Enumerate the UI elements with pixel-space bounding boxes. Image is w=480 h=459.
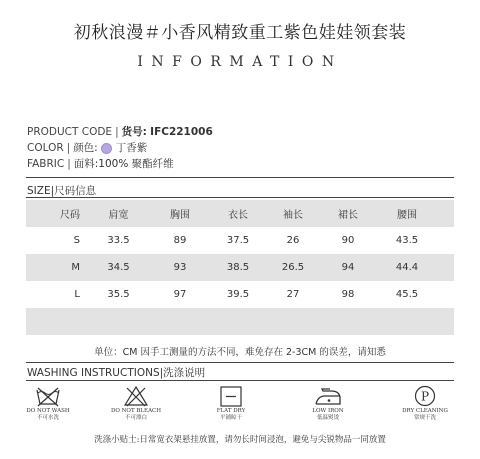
table-cell: 34.5 — [107, 262, 130, 273]
table-header-cell: 裙长 — [338, 210, 358, 221]
table-cell: 98 — [341, 289, 355, 300]
fabric-row: FABRIC | 面料: 100% 聚酯纤维 — [27, 158, 174, 170]
table-cell: 37.5 — [226, 235, 250, 246]
table-cell: 27 — [286, 289, 300, 300]
table-cell: M — [71, 262, 80, 273]
size-table — [26, 200, 454, 335]
do-not-wash-icon: DO NOT WASH 不可水洗 — [13, 385, 83, 421]
fabric-value: 100% 聚酯纤维 — [98, 158, 174, 170]
table-header-row — [26, 200, 454, 227]
divider — [26, 197, 454, 198]
table-header-cell: 肩宽 — [108, 210, 129, 221]
product-code-cn-label: 货号: — [121, 126, 147, 138]
color-label: COLOR — [27, 142, 64, 154]
table-row — [26, 227, 454, 254]
divider — [26, 362, 454, 363]
product-code-label: PRODUCT CODE — [27, 126, 113, 138]
table-cell: 26 — [286, 235, 300, 246]
table-cell: 45.5 — [395, 289, 419, 300]
low-iron-icon: LOW IRON 低温熨烫 — [293, 385, 363, 421]
section-subtitle: INFORMATION — [137, 54, 343, 70]
divider — [26, 177, 454, 178]
fabric-label: FABRIC — [27, 158, 65, 170]
washing-section-label: WASHING INSTRUCTIONS|洗涤说明 — [27, 367, 206, 379]
fabric-cn-label: 面料: — [73, 158, 99, 170]
color-swatch — [101, 143, 112, 154]
svg-text:P: P — [420, 389, 430, 404]
color-row: COLOR | 颜色: 丁香紫 — [27, 142, 148, 154]
flat-dry-icon: FLAT DRY 平铺晾干 — [196, 385, 266, 421]
table-header-cell: 衣长 — [228, 210, 248, 221]
table-cell: 94 — [341, 262, 355, 273]
size-section-label: SIZE|尺码信息 — [27, 185, 97, 197]
color-cn-label: 颜色: — [73, 142, 98, 154]
table-cell: L — [74, 289, 80, 300]
table-cell: 93 — [173, 262, 187, 273]
dry-cleaning-icon: P DRY CLEANING 常规干洗 — [390, 385, 460, 421]
table-cell: 38.5 — [226, 262, 250, 273]
table-cell: 35.5 — [107, 289, 130, 300]
table-row — [26, 254, 454, 281]
table-row — [26, 281, 454, 308]
table-header-cell: 尺码 — [60, 210, 80, 221]
table-header-cell: 袖长 — [283, 210, 303, 221]
table-cell: 33.5 — [107, 235, 130, 246]
product-code-row: PRODUCT CODE | 货号: IFC221006 — [27, 126, 213, 138]
table-cell: 39.5 — [226, 289, 250, 300]
measurement-note: 单位：CM 因手工测量的方法不同，难免存在 2-3CM 的误差，请知悉 — [94, 347, 386, 358]
table-empty-row — [26, 308, 454, 335]
do-not-bleach-icon: DO NOT BLEACH 不可漂白 — [101, 385, 171, 421]
washing-tip: 洗涤小贴士:日常宽衣架悬挂放置，请勿长时间浸泡，避免与尖锐物品一同放置 — [94, 435, 386, 445]
table-header-cell: 胸围 — [170, 210, 190, 221]
table-cell: 89 — [173, 235, 187, 246]
table-cell: 90 — [341, 235, 355, 246]
washing-icons — [0, 385, 480, 435]
table-cell: 97 — [173, 289, 187, 300]
table-cell: 44.4 — [395, 262, 419, 273]
table-header-cell: 腰围 — [397, 210, 417, 221]
table-cell: S — [73, 235, 80, 246]
product-title: 初秋浪漫＃小香风精致重工紫色娃娃领套装 — [73, 23, 407, 43]
table-cell: 43.5 — [395, 235, 419, 246]
product-code-value: IFC221006 — [150, 126, 213, 138]
product-info — [27, 124, 213, 172]
divider — [26, 380, 454, 381]
table-cell: 26.5 — [281, 262, 305, 273]
color-value: 丁香紫 — [115, 142, 148, 154]
